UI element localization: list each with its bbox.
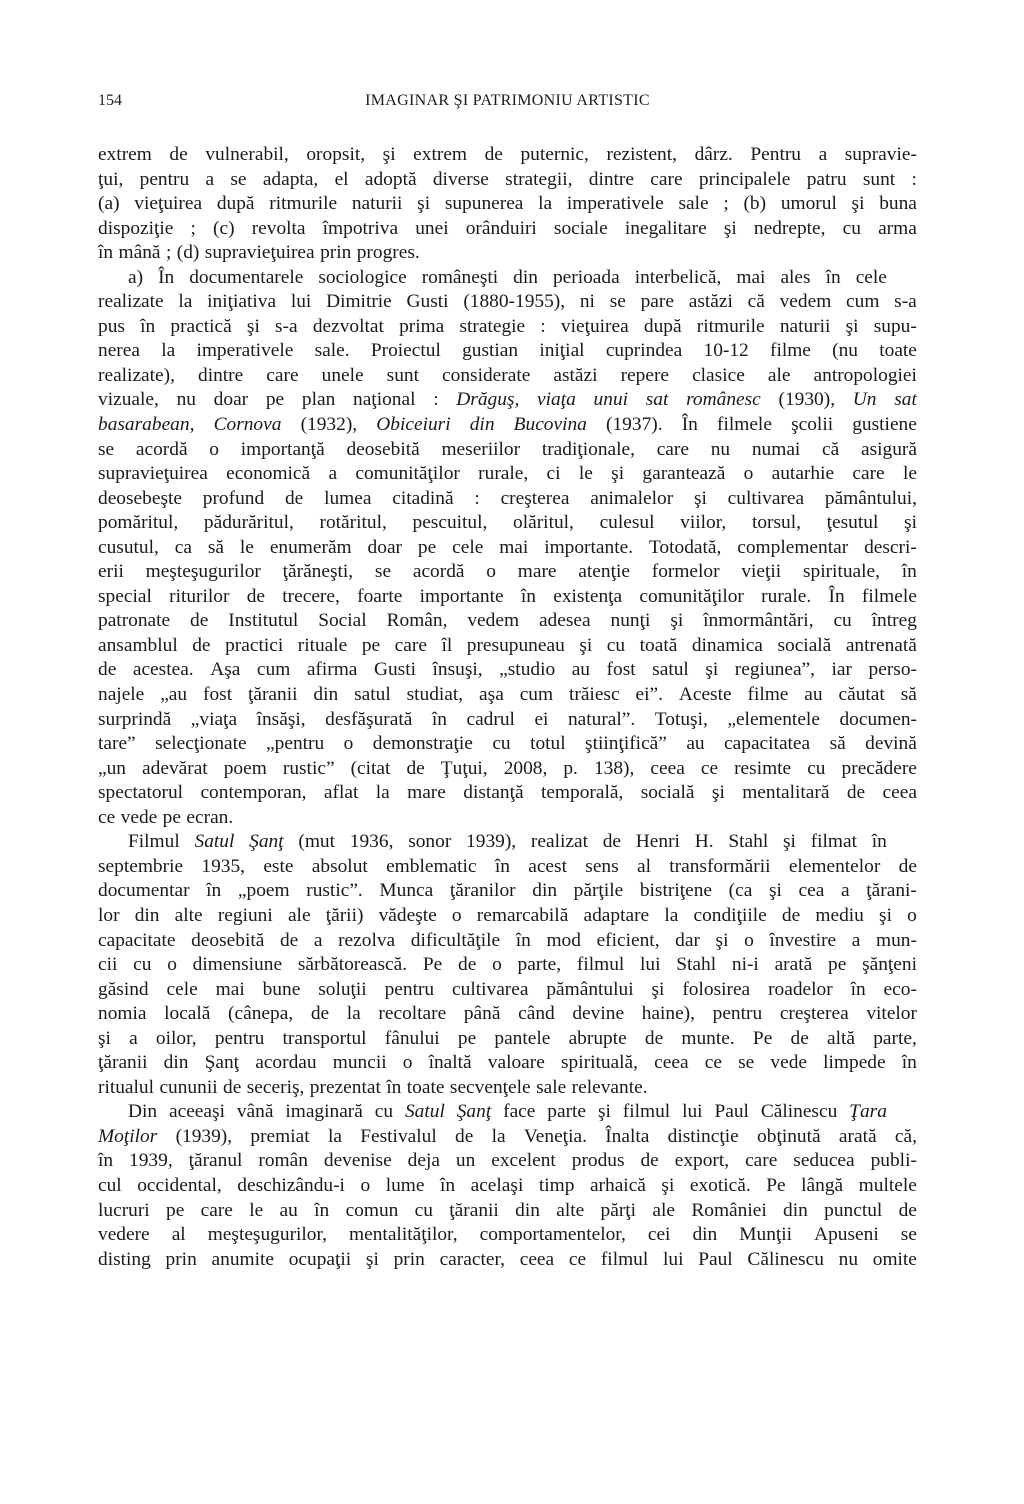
text-line: surprindă „viaţa însăşi, desfăşurată în cadrul ei natural”. Totuşi, „elementele documen- bbox=[98, 708, 917, 730]
text-line: ce vede pe ecran. bbox=[98, 806, 234, 828]
text-line: extrem de vulnerabil, oropsit, şi extrem de puternic, rezistent, dârz. Pentru a supravie- bbox=[98, 144, 917, 165]
text-line: (a) vieţuirea după ritmurile naturii şi supunerea la imperativele sale ; (b) umorul şi buna bbox=[98, 193, 917, 215]
text-line: ansamblul de practici rituale pe care îl presupuneau şi cu toată dinamica socială antrenată bbox=[98, 634, 917, 656]
text-line: ţui, pentru a se adapta, el adoptă diverse strategii, dintre care principalele patru sunt : bbox=[98, 168, 917, 190]
text-line: vedere al meşteşugurilor, mentalităţilor, comportamentelor, cei din Munţii Apuseni se bbox=[98, 1224, 917, 1246]
paragraph bbox=[98, 266, 917, 831]
text-line: basarabean, Cornova (1932), Obiceiuri din Bucovina (1937). În filmele şcolii gustiene bbox=[98, 414, 917, 436]
text-line: cii cu o dimensiune sărbătorească. Pe de o parte, filmul lui Stahl ni-i arată pe şănţeni bbox=[98, 954, 917, 976]
text-line: vizuale, nu doar pe plan naţional : Drăguş, viaţa unui sat românesc (1930), Un sat bbox=[98, 389, 917, 411]
text-line: realizate la iniţiativa lui Dimitrie Gusti (1880-1955), ni se pare astăzi că vedem cum s-a bbox=[98, 291, 917, 313]
text-line: a) În documentarele sociologice româneşti din perioada interbelică, mai ales în cele bbox=[128, 266, 887, 288]
text-line: lucruri pe care le au în comun cu ţăranii din alte părţi ale României din punctul de bbox=[98, 1199, 917, 1221]
text-line: ritualul cununii de seceriş, prezentat în toate secvenţele sale relevante. bbox=[98, 1076, 648, 1098]
text-line: cusutul, ca să le enumerăm doar pe cele mai importante. Totodată, complementar descri- bbox=[98, 536, 917, 558]
text-line: special riturilor de trecere, foarte importante în existenţa comunităţilor rurale. În filmele bbox=[98, 585, 917, 607]
text-line: supravieţuirea economică a comunităţilor rurale, ci le şi garantează o autarhie care le bbox=[98, 463, 917, 485]
paragraph bbox=[98, 830, 917, 1100]
text-line: documentar în „poem rustic”. Munca ţăranilor din părţile bistriţene (ca şi cea a ţărani- bbox=[98, 880, 917, 902]
text-line: dispoziţie ; (c) revolta împotriva unei orânduiri sociale inegalitare şi nedrepte, cu arma bbox=[98, 217, 917, 239]
text-line: najele „au fost ţăranii din satul studiat, aşa cum trăiesc ei”. Aceste filme au căutat să bbox=[98, 684, 917, 706]
text-line: capacitate deosebită de a rezolva dificultăţile în mod eficient, dar şi o învestire a mun- bbox=[98, 929, 917, 951]
text-line: deosebeşte profund de lumea citadină : creşterea animalelor şi cultivarea pământului, bbox=[98, 487, 917, 509]
running-header bbox=[98, 92, 917, 116]
text-line: disting prin anumite ocupaţii şi prin caracter, ceea ce filmul lui Paul Călinescu nu omite bbox=[98, 1248, 917, 1270]
body-text bbox=[98, 143, 917, 1272]
text-line: găsind cele mai bune soluţii pentru cultivarea pământului şi folosirea roadelor în eco- bbox=[98, 978, 917, 1000]
paragraph bbox=[98, 1100, 917, 1272]
text-line: lor din alte regiuni ale ţării) vădeşte o remarcabilă adaptare la condiţiile de mediu şi o bbox=[98, 904, 917, 926]
text-line: nomia locală (cânepa, de la recoltare până când devine haine), pentru creşterea vitelor bbox=[98, 1003, 917, 1025]
text-line: Filmul Satul Şanţ (mut 1936, sonor 1939), realizat de Henri H. Stahl şi filmat în bbox=[128, 831, 887, 853]
text-line: pomăritul, pădurăritul, rotăritul, pescuitul, olăritul, culesul viilor, torsul, ţesutul şi bbox=[98, 512, 917, 534]
text-line: patronate de Institutul Social Român, vedem adesea nunţi şi înmormântări, cu întreg bbox=[98, 610, 917, 632]
text-line: „un adevărat poem rustic” (citat de Ţuţui, 2008, p. 138), ceea ce resimte cu precădere bbox=[98, 757, 917, 779]
text-line: Moţilor (1939), premiat la Festivalul de la Veneţia. Înalta distincţie obţinută arată că, bbox=[98, 1125, 917, 1147]
text-line: se acordă o importanţă deosebită meseriilor tradiţionale, care nu numai că asigură bbox=[98, 438, 917, 460]
text-line: Din aceeaşi vână imaginară cu Satul Şanţ face parte şi filmul lui Paul Călinescu Ţara bbox=[128, 1101, 887, 1123]
text-line: erii meşteşugurilor ţărăneşti, se acordă o mare atenţie formelor vieţii spirituale, în bbox=[98, 561, 917, 583]
text-line: în mână ; (d) supravieţuirea prin progres. bbox=[98, 242, 420, 264]
text-line: şi a oilor, pentru transportul fânului pe pantele abrupte de munte. Pe de altă parte, bbox=[98, 1027, 917, 1049]
text-line: în 1939, ţăranul român devenise deja un excelent produs de export, care seducea publi- bbox=[98, 1150, 917, 1172]
text-line: pus în practică şi s-a dezvoltat prima strategie : vieţuirea după ritmurile naturii şi supu- bbox=[98, 315, 917, 337]
text-line: ţăranii din Şanţ acordau muncii o înaltă valoare spirituală, ceea ce se vede limpede în bbox=[98, 1052, 917, 1074]
text-line: realizate), dintre care unele sunt considerate astăzi repere clasice ale antropologiei bbox=[98, 364, 917, 386]
page-number: 154 bbox=[98, 92, 122, 109]
document-page bbox=[98, 92, 917, 1272]
text-line: spectatorul contemporan, aflat la mare distanţă temporală, socială şi mentalitară de ceea bbox=[98, 782, 917, 804]
text-line: septembrie 1935, este absolut emblematic în acest sens al transformării elementelor de bbox=[98, 855, 917, 877]
running-title: IMAGINAR ŞI PATRIMONIU ARTISTIC bbox=[365, 92, 650, 109]
text-line: de acestea. Aşa cum afirma Gusti însuşi, „studio au fost satul şi regiunea”, iar perso- bbox=[98, 659, 917, 681]
paragraph bbox=[98, 143, 917, 266]
text-line: tare” selecţionate „pentru o demonstraţie cu totul ştiinţifică” au capacitatea să devină bbox=[98, 733, 917, 755]
text-line: cul occidental, deschizându-i o lume în acelaşi timp arhaică şi exotică. Pe lângă multele bbox=[98, 1174, 917, 1196]
text-line: nerea la imperativele sale. Proiectul gustian iniţial cuprindea 10-12 filme (nu toate bbox=[98, 340, 917, 362]
